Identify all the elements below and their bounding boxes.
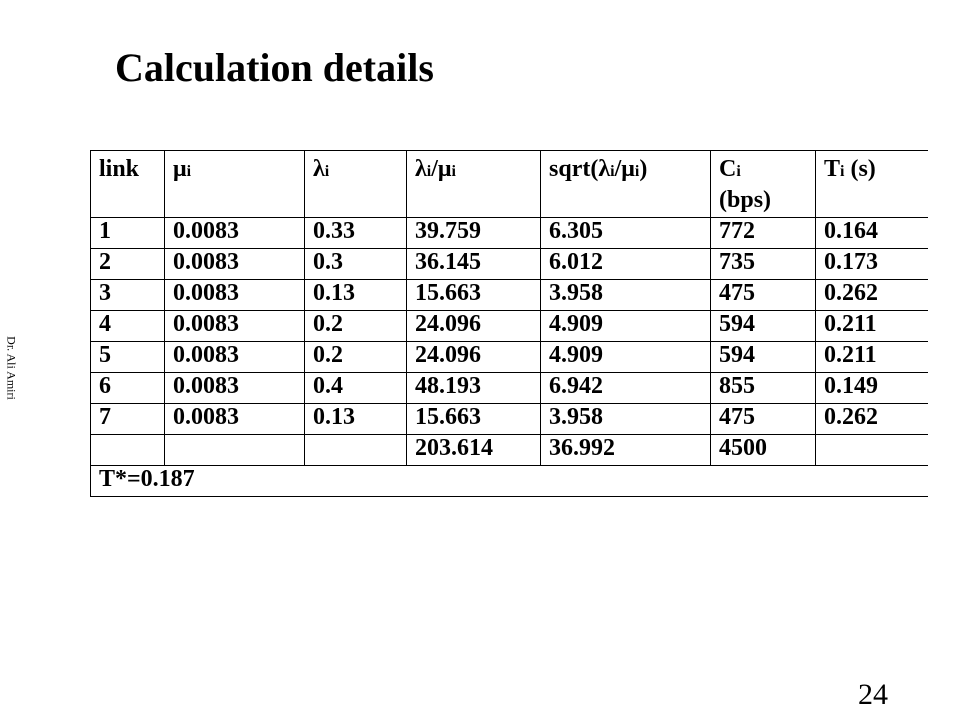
cell-link: 7 bbox=[91, 404, 165, 435]
header-lambda-subscript: i bbox=[324, 163, 330, 180]
cell-link: 2 bbox=[91, 249, 165, 280]
cell-lambda: 0.13 bbox=[305, 404, 407, 435]
header-mu bbox=[165, 151, 305, 218]
header-ratio-mu: μ bbox=[437, 156, 452, 182]
cell-mu: 0.0083 bbox=[165, 404, 305, 435]
header-delay-unit: (s) bbox=[844, 156, 876, 182]
header-sqrt-mu: μ bbox=[621, 156, 635, 182]
cell-lambda: 0.2 bbox=[305, 311, 407, 342]
header-ratio bbox=[407, 151, 541, 218]
cell-capacity: 475 bbox=[711, 404, 816, 435]
cell-sqrt: 6.305 bbox=[541, 218, 711, 249]
cell-ratio: 15.663 bbox=[407, 280, 541, 311]
table-row bbox=[91, 373, 929, 404]
cell-delay: 0.164 bbox=[816, 218, 929, 249]
calculation-table-container bbox=[90, 150, 928, 502]
total-sqrt: 36.992 bbox=[541, 435, 711, 466]
cell-mu: 0.0083 bbox=[165, 280, 305, 311]
author-note: Dr. Ali Amiri bbox=[4, 336, 19, 400]
header-delay-subscript: i bbox=[840, 163, 845, 180]
header-ratio-lambda: λ bbox=[415, 156, 427, 182]
table-header-row bbox=[91, 151, 929, 218]
total-mu bbox=[165, 435, 305, 466]
header-delay-symbol: T bbox=[824, 156, 841, 182]
calculation-table bbox=[90, 150, 928, 497]
optimal-delay-result: T*=0.187 bbox=[91, 466, 929, 497]
cell-sqrt: 4.909 bbox=[541, 311, 711, 342]
total-link bbox=[91, 435, 165, 466]
slide-title: Calculation details bbox=[115, 45, 434, 90]
header-lambda-symbol: λ bbox=[313, 156, 325, 182]
header-sqrt-suffix: ) bbox=[639, 156, 648, 182]
cell-mu: 0.0083 bbox=[165, 373, 305, 404]
cell-capacity: 735 bbox=[711, 249, 816, 280]
cell-ratio: 39.759 bbox=[407, 218, 541, 249]
total-ratio: 203.614 bbox=[407, 435, 541, 466]
table-row bbox=[91, 342, 929, 373]
cell-delay: 0.211 bbox=[816, 311, 929, 342]
totals-row bbox=[91, 435, 929, 466]
cell-lambda: 0.33 bbox=[305, 218, 407, 249]
cell-mu: 0.0083 bbox=[165, 218, 305, 249]
page-number: 24 bbox=[858, 678, 888, 711]
header-link: link bbox=[91, 151, 165, 218]
cell-link: 6 bbox=[91, 373, 165, 404]
cell-capacity: 594 bbox=[711, 311, 816, 342]
table-row bbox=[91, 280, 929, 311]
cell-delay: 0.211 bbox=[816, 342, 929, 373]
cell-mu: 0.0083 bbox=[165, 342, 305, 373]
table-body bbox=[91, 151, 929, 497]
header-sqrt-lambda-subscript: i bbox=[610, 163, 615, 180]
header-capacity-symbol-line bbox=[719, 155, 815, 186]
header-mu-subscript: i bbox=[186, 163, 192, 180]
cell-link: 3 bbox=[91, 280, 165, 311]
cell-mu: 0.0083 bbox=[165, 249, 305, 280]
header-sqrt-lambda: λ bbox=[598, 156, 611, 182]
cell-capacity: 855 bbox=[711, 373, 816, 404]
cell-capacity: 594 bbox=[711, 342, 816, 373]
header-capacity-subscript: i bbox=[736, 163, 741, 180]
cell-mu: 0.0083 bbox=[165, 311, 305, 342]
cell-ratio: 48.193 bbox=[407, 373, 541, 404]
cell-capacity: 475 bbox=[711, 280, 816, 311]
cell-lambda: 0.4 bbox=[305, 373, 407, 404]
header-lambda bbox=[305, 151, 407, 218]
cell-delay: 0.173 bbox=[816, 249, 929, 280]
table-row bbox=[91, 404, 929, 435]
header-sqrt-mu-subscript: i bbox=[634, 163, 640, 180]
cell-delay: 0.262 bbox=[816, 404, 929, 435]
header-delay bbox=[816, 151, 929, 218]
cell-lambda: 0.3 bbox=[305, 249, 407, 280]
cell-ratio: 24.096 bbox=[407, 311, 541, 342]
cell-ratio: 15.663 bbox=[407, 404, 541, 435]
cell-sqrt: 6.012 bbox=[541, 249, 711, 280]
cell-capacity: 772 bbox=[711, 218, 816, 249]
header-capacity bbox=[711, 151, 816, 218]
cell-sqrt: 3.958 bbox=[541, 280, 711, 311]
cell-sqrt: 6.942 bbox=[541, 373, 711, 404]
header-capacity-symbol: C bbox=[719, 156, 737, 182]
table-row bbox=[91, 249, 929, 280]
header-sqrt-prefix: sqrt( bbox=[549, 156, 599, 182]
cell-delay: 0.149 bbox=[816, 373, 929, 404]
total-delay bbox=[816, 435, 929, 466]
cell-link: 5 bbox=[91, 342, 165, 373]
header-ratio-lambda-subscript: i bbox=[426, 163, 432, 180]
table-row bbox=[91, 218, 929, 249]
cell-lambda: 0.2 bbox=[305, 342, 407, 373]
cell-link: 4 bbox=[91, 311, 165, 342]
header-sqrt bbox=[541, 151, 711, 218]
header-mu-symbol: μ bbox=[173, 156, 187, 182]
cell-link: 1 bbox=[91, 218, 165, 249]
result-row bbox=[91, 466, 929, 497]
cell-ratio: 24.096 bbox=[407, 342, 541, 373]
header-sqrt-slash: / bbox=[614, 156, 622, 182]
header-ratio-mu-subscript: i bbox=[451, 163, 456, 180]
total-capacity: 4500 bbox=[711, 435, 816, 466]
cell-ratio: 36.145 bbox=[407, 249, 541, 280]
header-ratio-slash: / bbox=[431, 156, 438, 182]
cell-delay: 0.262 bbox=[816, 280, 929, 311]
cell-lambda: 0.13 bbox=[305, 280, 407, 311]
cell-sqrt: 4.909 bbox=[541, 342, 711, 373]
total-lambda bbox=[305, 435, 407, 466]
cell-sqrt: 3.958 bbox=[541, 404, 711, 435]
header-capacity-unit: (bps) bbox=[719, 187, 772, 213]
table-row bbox=[91, 311, 929, 342]
